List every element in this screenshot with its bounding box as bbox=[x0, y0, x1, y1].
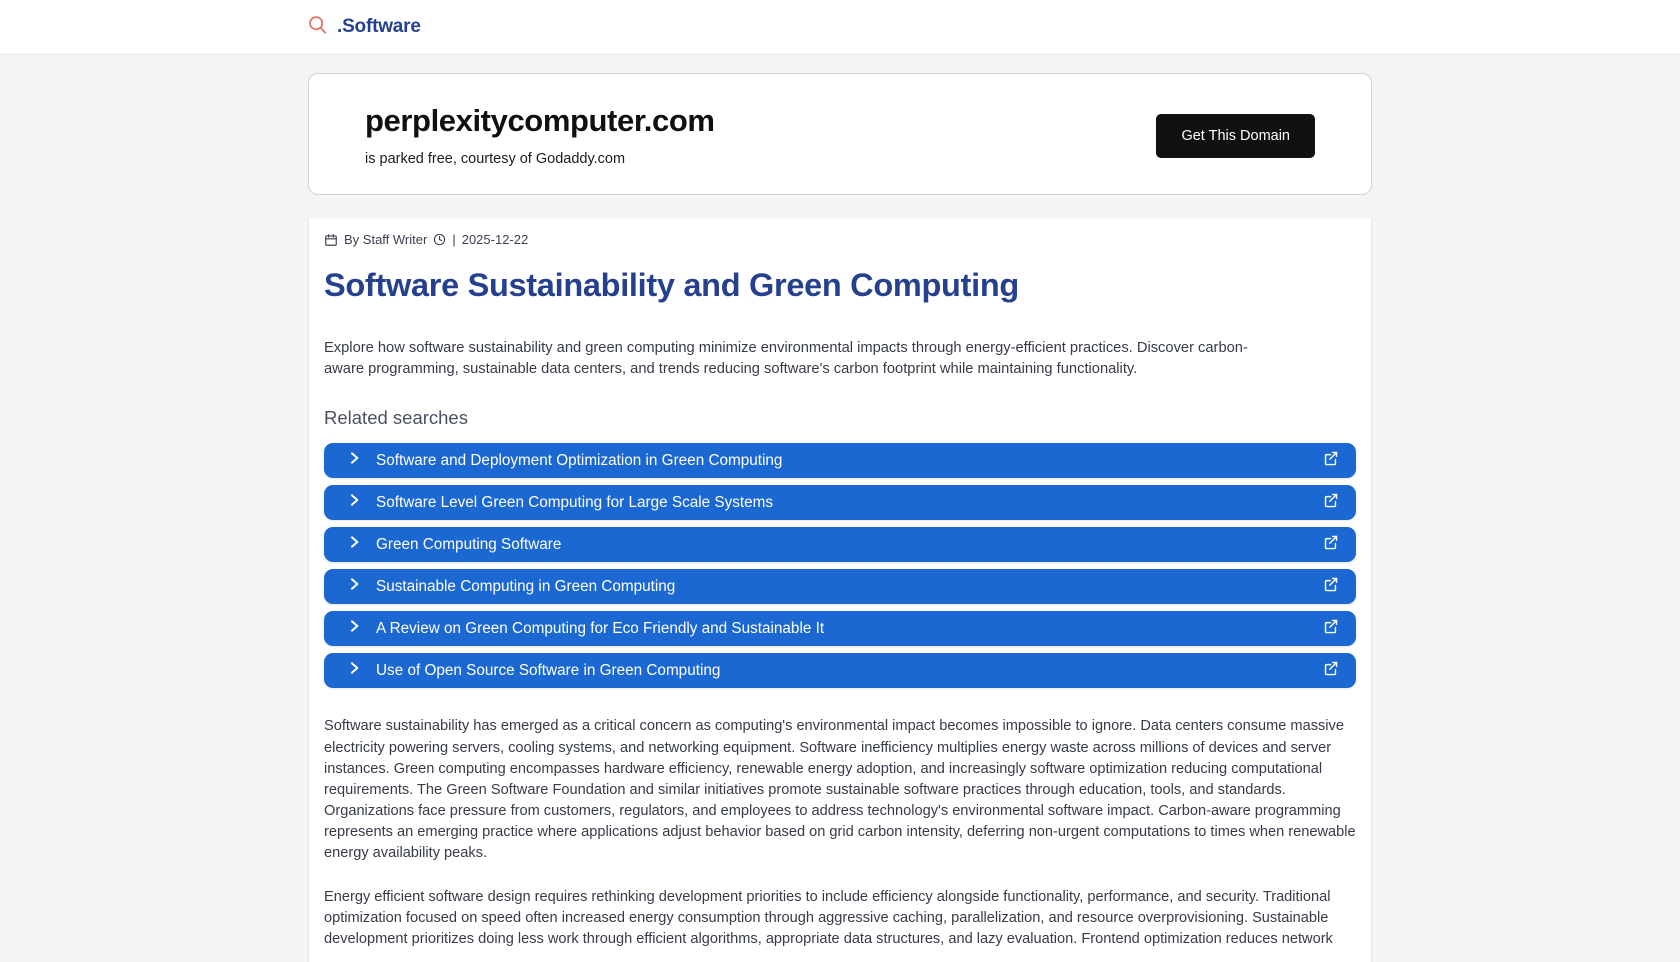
get-this-domain-button[interactable]: Get This Domain bbox=[1156, 114, 1315, 158]
domain-name: perplexitycomputer.com bbox=[365, 103, 715, 139]
related-searches-heading: Related searches bbox=[324, 407, 468, 429]
byline-date: 2025-12-22 bbox=[461, 232, 529, 247]
chevron-right-icon bbox=[346, 450, 362, 471]
site-brand[interactable] bbox=[307, 14, 421, 40]
external-link-icon[interactable] bbox=[1322, 534, 1339, 556]
related-search-item[interactable] bbox=[324, 527, 1356, 562]
related-searches-list bbox=[324, 443, 1356, 688]
byline bbox=[324, 232, 1356, 247]
related-search-item[interactable] bbox=[324, 443, 1356, 478]
external-link-icon[interactable] bbox=[1322, 492, 1339, 514]
chevron-right-icon bbox=[346, 660, 362, 681]
calendar-icon bbox=[324, 233, 338, 247]
chevron-right-icon bbox=[346, 618, 362, 639]
external-link-icon[interactable] bbox=[1322, 660, 1339, 682]
related-search-label: Use of Open Source Software in Green Computing bbox=[376, 661, 721, 679]
parked-domain-banner bbox=[308, 73, 1372, 195]
related-search-label: Green Computing Software bbox=[376, 535, 562, 553]
article-intro: Explore how software sustainability and green computing minimize environmental impacts through energy-efficient practices. Discover carbon-aware programming, sustainable data centers, and trends reducing software's carbon footprint while maintaining functionality. bbox=[324, 340, 1248, 378]
brand-label: .Software bbox=[337, 16, 421, 37]
chevron-right-icon bbox=[346, 534, 362, 555]
search-icon bbox=[307, 14, 328, 40]
parked-domain-text-group bbox=[365, 105, 715, 167]
article-card bbox=[308, 217, 1372, 962]
byline-author: By Staff Writer bbox=[344, 232, 428, 247]
article-paragraph: Energy efficient software design requires rethinking development priorities to include efficiency alongside functionality, performance, and security. Traditional optimization focused on speed often increased energy consumption through aggressive caching, parallelization, and resource overprovisioning. Sustainable development prioritizes doing less work through efficient algorithms, appropriate data structures, and lazy evaluation. Frontend optimization reduces network bbox=[324, 888, 1333, 947]
byline-separator: | bbox=[452, 232, 456, 247]
top-navigation-bar bbox=[0, 0, 1680, 55]
article-paragraph: Software sustainability has emerged as a critical concern as computing's environmental impact becomes impossible to ignore. Data centers consume massive electricity powering servers, cooling systems, and networking equipment. Software inefficiency multiplies energy waste across millions of devices and server instances. Green computing encompasses hardware efficiency, renewable energy adoption, and increasingly software optimization reducing computational requirements. The Green Software Foundation and similar initiatives promote sustainable software practices through education, tools, and standards. Organizations face pressure from customers, regulators, and employees to address technology's environmental software impact. Carbon-aware programming represents an emerging practice where applications adjust behavior based on grid carbon intensity, deferring non-urgent computations to times when renewable energy availability peaks. bbox=[324, 718, 1356, 862]
external-link-icon[interactable] bbox=[1322, 450, 1339, 472]
chevron-right-icon bbox=[346, 492, 362, 513]
related-search-label: Software Level Green Computing for Large Scale Systems bbox=[376, 493, 774, 511]
clock-icon bbox=[433, 233, 446, 246]
related-search-label: Sustainable Computing in Green Computing bbox=[376, 577, 676, 595]
external-link-icon[interactable] bbox=[1322, 576, 1339, 598]
related-search-item[interactable] bbox=[324, 611, 1356, 646]
chevron-right-icon bbox=[346, 576, 362, 597]
related-search-label: A Review on Green Computing for Eco Friendly and Sustainable It bbox=[376, 619, 825, 637]
page-canvas bbox=[0, 55, 1680, 962]
external-link-icon[interactable] bbox=[1322, 618, 1339, 640]
related-search-label: Software and Deployment Optimization in Green Computing bbox=[376, 451, 783, 469]
related-search-item[interactable] bbox=[324, 653, 1356, 688]
related-search-item[interactable] bbox=[324, 569, 1356, 604]
related-search-item[interactable] bbox=[324, 485, 1356, 520]
parked-subtitle: is parked free, courtesy of Godaddy.com bbox=[365, 151, 626, 168]
page-title: Software Sustainability and Green Computing bbox=[324, 267, 1019, 303]
